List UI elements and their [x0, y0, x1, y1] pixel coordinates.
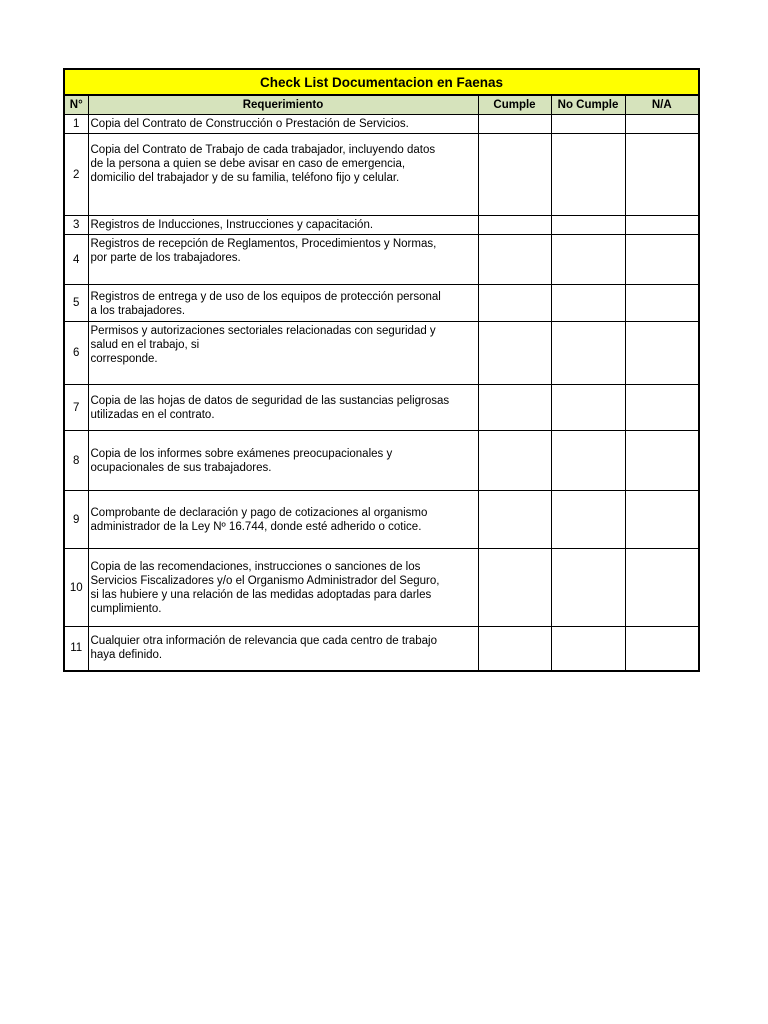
table-row: [64, 549, 699, 627]
na-cell[interactable]: [625, 235, 699, 285]
row-requirement: Cualquier otra información de relevancia que cada centro de trabajo haya definido.: [88, 627, 478, 671]
table-row: [64, 216, 699, 235]
header-row: [64, 95, 699, 115]
header-no-cumple: No Cumple: [551, 95, 625, 115]
title-row: [64, 69, 699, 95]
no-cumple-cell[interactable]: [551, 549, 625, 627]
row-number: 6: [64, 322, 88, 385]
header-na: N/A: [625, 95, 699, 115]
no-cumple-cell[interactable]: [551, 322, 625, 385]
table-row: [64, 322, 699, 385]
cumple-cell[interactable]: [478, 285, 551, 322]
table-row: [64, 431, 699, 491]
table-row: [64, 385, 699, 431]
na-cell[interactable]: [625, 491, 699, 549]
na-cell[interactable]: [625, 216, 699, 235]
na-cell[interactable]: [625, 115, 699, 134]
cumple-cell[interactable]: [478, 549, 551, 627]
no-cumple-cell[interactable]: [551, 115, 625, 134]
header-cumple: Cumple: [478, 95, 551, 115]
row-requirement: Registros de Inducciones, Instrucciones y capacitación.: [88, 216, 478, 235]
table-row: [64, 134, 699, 216]
no-cumple-cell[interactable]: [551, 235, 625, 285]
no-cumple-cell[interactable]: [551, 134, 625, 216]
cumple-cell[interactable]: [478, 385, 551, 431]
row-number: 7: [64, 385, 88, 431]
na-cell[interactable]: [625, 431, 699, 491]
row-number: 3: [64, 216, 88, 235]
row-number: 9: [64, 491, 88, 549]
na-cell[interactable]: [625, 322, 699, 385]
row-requirement: Comprobante de declaración y pago de cotizaciones al organismo administrador de la Ley Nº 16.744, donde esté adherido o cotice.: [88, 491, 478, 549]
row-number: 10: [64, 549, 88, 627]
no-cumple-cell[interactable]: [551, 431, 625, 491]
row-requirement: Copia del Contrato de Construcción o Prestación de Servicios.: [88, 115, 478, 134]
table-row: [64, 491, 699, 549]
row-number: 11: [64, 627, 88, 671]
no-cumple-cell[interactable]: [551, 385, 625, 431]
row-requirement: Registros de recepción de Reglamentos, Procedimientos y Normas, por parte de los trabajadores.: [88, 235, 478, 285]
row-requirement: Permisos y autorizaciones sectoriales relacionadas con seguridad y salud en el trabajo, si corresponde.: [88, 322, 478, 385]
table-row: [64, 115, 699, 134]
na-cell[interactable]: [625, 549, 699, 627]
no-cumple-cell[interactable]: [551, 216, 625, 235]
row-number: 1: [64, 115, 88, 134]
table-row: [64, 627, 699, 671]
na-cell[interactable]: [625, 385, 699, 431]
row-requirement: Copia del Contrato de Trabajo de cada trabajador, incluyendo datos de la persona a quien se debe avisar en caso de emergencia, domicilio del trabajador y de su familia, teléfono fijo y celular.: [88, 134, 478, 216]
row-number: 8: [64, 431, 88, 491]
row-requirement: Copia de las recomendaciones, instrucciones o sanciones de los Servicios Fiscalizadores y/o el Organismo Administrador del Seguro, si las hubiere y una relación de las medidas adoptadas para darles cumplimiento.: [88, 549, 478, 627]
na-cell[interactable]: [625, 627, 699, 671]
table-row: [64, 285, 699, 322]
no-cumple-cell[interactable]: [551, 627, 625, 671]
cumple-cell[interactable]: [478, 627, 551, 671]
cumple-cell[interactable]: [478, 322, 551, 385]
row-requirement: Copia de las hojas de datos de seguridad de las sustancias peligrosas utilizadas en el contrato.: [88, 385, 478, 431]
no-cumple-cell[interactable]: [551, 285, 625, 322]
checklist-table: [63, 68, 700, 672]
row-number: 4: [64, 235, 88, 285]
header-num: N°: [64, 95, 88, 115]
cumple-cell[interactable]: [478, 134, 551, 216]
no-cumple-cell[interactable]: [551, 491, 625, 549]
header-requirement: Requerimiento: [88, 95, 478, 115]
cumple-cell[interactable]: [478, 115, 551, 134]
table-title: Check List Documentacion en Faenas: [64, 69, 699, 95]
cumple-cell[interactable]: [478, 431, 551, 491]
table-row: [64, 235, 699, 285]
cumple-cell[interactable]: [478, 216, 551, 235]
row-requirement: Copia de los informes sobre exámenes preocupacionales y ocupacionales de sus trabajadores.: [88, 431, 478, 491]
row-requirement: Registros de entrega y de uso de los equipos de protección personal a los trabajadores.: [88, 285, 478, 322]
na-cell[interactable]: [625, 285, 699, 322]
row-number: 2: [64, 134, 88, 216]
row-number: 5: [64, 285, 88, 322]
cumple-cell[interactable]: [478, 235, 551, 285]
na-cell[interactable]: [625, 134, 699, 216]
cumple-cell[interactable]: [478, 491, 551, 549]
